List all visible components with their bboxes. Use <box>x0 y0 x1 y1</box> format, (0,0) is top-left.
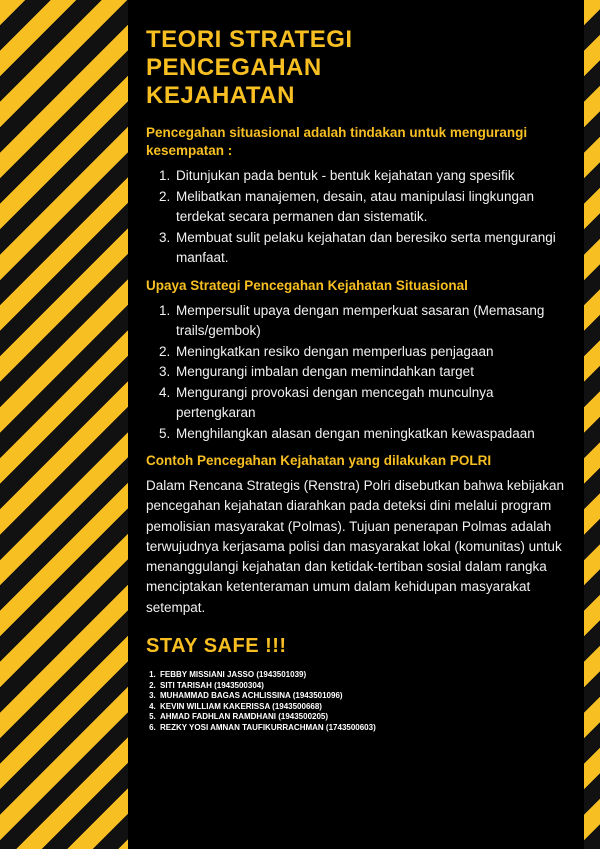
section-paragraph: Dalam Rencana Strategis (Renstra) Polri disebutkan bahwa kebijakan pencegahan kejahatan diarahkan pada deteksi dini melalui program pemolisian masyarakat (Polmas). Tujuan penerapan Polmas adalah terwujudnya kerjasama polisi dan masyarakat lokal (komunitas) untuk menanggulangi kejahatan dan ketidak-tertiban sosial dalam rangka menciptakan ketenteraman umum dalam kehidupan masyarakat setempat. <box>146 478 564 615</box>
list-item: 1. Ditunjukan pada bentuk - bentuk kejahatan yang spesifik <box>174 166 576 187</box>
author-item: 6. REZKY YOSI AMNAN TAUFIKURRACHMAN (1743500603) <box>158 723 576 734</box>
section-polri-example <box>146 452 576 618</box>
section-heading: Upaya Strategi Pencegahan Kejahatan Situasional <box>146 277 468 293</box>
author-item: 5. AHMAD FADHLAN RAMDHANI (1943500205) <box>158 712 576 723</box>
section-heading: Contoh Pencegahan Kejahatan yang dilakukan POLRI <box>146 453 492 468</box>
author-item: 3. MUHAMMAD BAGAS ACHLISSINA (1943501096) <box>158 691 576 702</box>
numbered-list <box>146 166 576 269</box>
author-item: 1. FEBBY MISSIANI JASSO (1943501039) <box>158 670 576 681</box>
list-item: 1. Mempersulit upaya dengan memperkuat sasaran (Memasang trails/gembok) <box>174 301 576 342</box>
section-strategy <box>146 277 576 445</box>
author-item: 2. SITI TARISAH (1943500304) <box>158 681 576 692</box>
poster-title: TEORI STRATEGI PENCEGAHAN KEJAHATAN <box>146 26 353 109</box>
section-heading: Pencegahan situasional adalah tindakan untuk mengurangi kesempatan : <box>146 125 528 158</box>
list-item: 2. Melibatkan manajemen, desain, atau manipulasi lingkungan terdekat secara permanen dan sistematik. <box>174 187 576 228</box>
list-item: 2. Meningkatkan resiko dengan memperluas penjagaan <box>174 342 576 363</box>
list-item: 3. Membuat sulit pelaku kejahatan dan beresiko serta mengurangi manfaat. <box>174 228 576 269</box>
section-situational <box>146 124 576 269</box>
list-item: 3. Mengurangi imbalan dengan memindahkan target <box>174 362 576 383</box>
hazard-stripes-left <box>0 0 128 849</box>
hazard-stripes-right <box>584 0 600 849</box>
list-item: 5. Menghilangkan alasan dengan meningkatkan kewaspadaan <box>174 424 576 445</box>
author-list <box>146 670 576 734</box>
author-item: 4. KEVIN WILLIAM KAKERISSA (1943500668) <box>158 702 576 713</box>
list-item: 4. Mengurangi provokasi dengan mencegah munculnya pertengkaran <box>174 383 576 424</box>
numbered-list <box>146 301 576 445</box>
stay-safe-heading: STAY SAFE !!! <box>146 635 287 658</box>
poster-content <box>146 26 576 734</box>
